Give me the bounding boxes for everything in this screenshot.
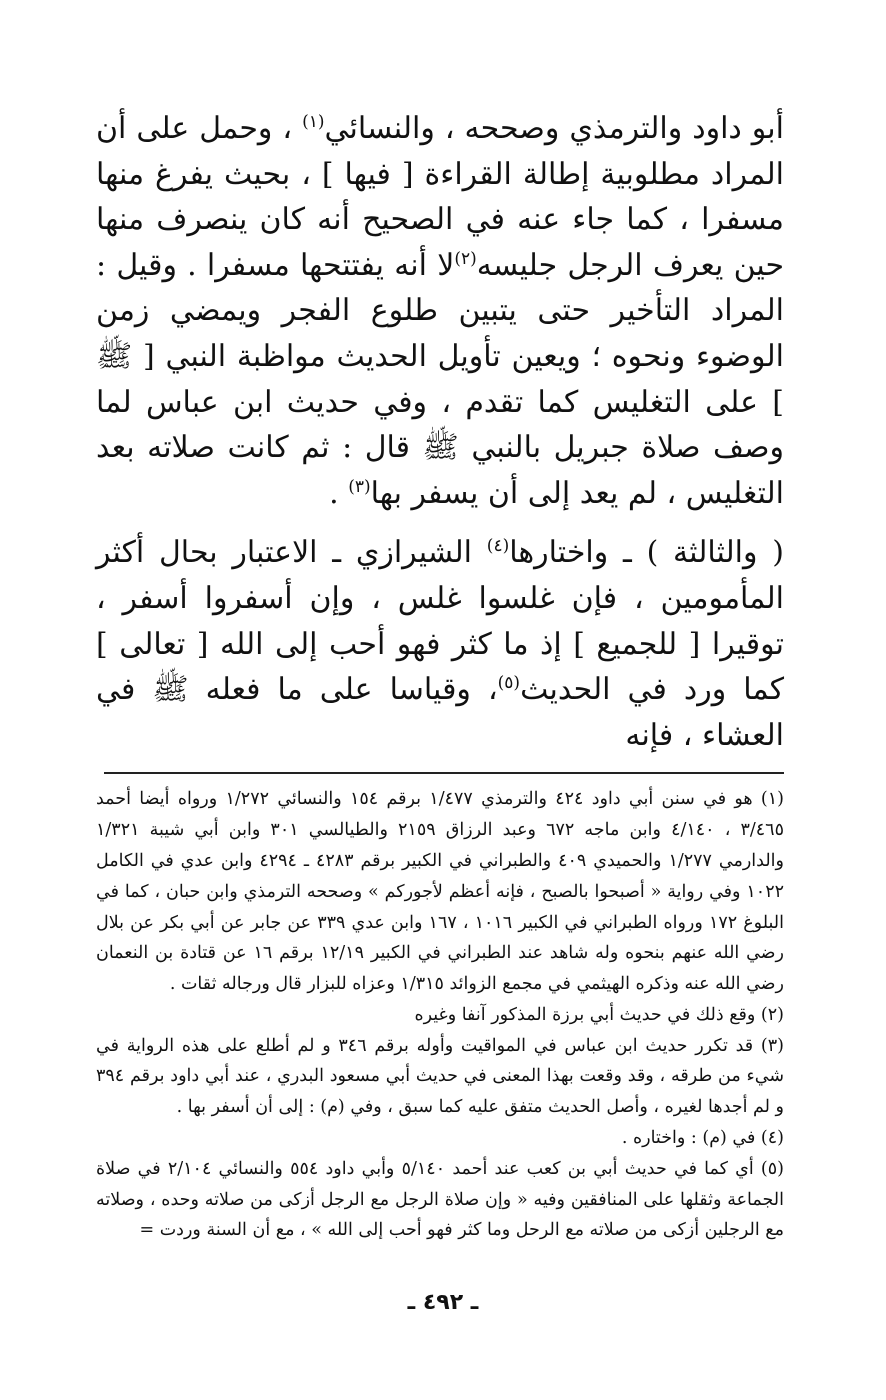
footnote-5: (٥) أي كما في حديث أبي بن كعب عند أحمد ٥/١٤٠ وأبي داود ٥٥٤ والنسائي ٢/١٠٤ في صلاة الجماعة وثقلها على المنافقين وفيه « وإن صلاة الرجل مع الرجل أزكى من صلاته وحده ، وصلاته مع الرجلين أزكى من صلاته مع الرحل وما كثر فهو أحب إلى الله » ، مع أن السنة وردت = (96, 1158, 784, 1241)
paragraph-1 (96, 106, 784, 516)
paragraph-2-text-a: ( والثالثة ) ـ واختارها (509, 535, 784, 571)
paragraph-2 (96, 530, 784, 758)
paragraph-2-text-c: ، وقياسا على ما فعله ﷺ في العشاء ، فإنه (96, 672, 784, 753)
main-text (96, 106, 784, 758)
footnote-3: (٣) قد تكرر حديث ابن عباس في المواقيت وأوله برقم ٣٤٦ و لم أطلع على هذه الرواية في شيء من طرقه ، وقد وقعت بهذا المعنى في حديث أبي مسعود البدري ، عند أبي داود برقم ٣٩٤ و لم أجدها لغيره ، وأصل الحديث متفق عليه كما سبق ، وفي (م) : إلى أن أسفر بها . (96, 1035, 784, 1118)
footnote-ref-1: (١) (302, 112, 325, 132)
footnotes (96, 784, 784, 1246)
footnote-ref-4: (٤) (486, 536, 510, 557)
paragraph-1-text-c: لا أنه يفتتحها مسفرا . وقيل : المراد التأخير حتى يتبين طلوع الفجر ويمضي زمن الوضوء ونحوه ؛ ويعين تأويل الحديث مواظبة النبي [ ﷺ ] على التغليس كما تقدم ، وفي حديث ابن عباس لما وصف صلاة جبريل بالنبي ﷺ قال : ثم كانت صلاته بعد التغليس ، لم يعد إلى أن يسفر بها (96, 247, 784, 511)
footnote-ref-2: (٢) (454, 248, 477, 269)
paragraph-1-text-b: ، وحمل على أن المراد مطلوبية إطالة القراءة [ فيها ] ، بحيث يفرغ منها مسفرا ، كما جاء عنه في الصحيح أنه كان ينصرف منها حين يعرف الرجل جليسه (96, 111, 784, 283)
paragraph-2-text-b: الشيرازي ـ الاعتبار بحال أكثر المأمومين ، فإن غلسوا غلس ، وإن أسفروا أسفر ، توقيرا [ للجميع ] إذ ما كثر فهو أحب إلى الله [ تعالى ] كما ورد في الحديث (96, 535, 784, 708)
footnote-1: (١) هو في سنن أبي داود ٤٢٤ والترمذي ١/٤٧٧ برقم ١٥٤ والنسائي ١/٢٧٢ ورواه أيضا أحمد ٣/٤٦٥ ، ٤/١٤٠ وابن ماجه ٦٧٢ وعبد الرزاق ٢١٥٩ والطيالسي ٣٠١ وابن أبي شيبة ١/٣٢١ والدارمي ١/٢٧٧ والحميدي ٤٠٩ والطبراني في الكبير برقم ٤٢٨٣ ـ ٤٢٩٤ وابن عدي في الكامل ١٠٢٢ وفي رواية « أصبحوا بالصبح ، فإنه أعظم لأجوركم » وصححه الترمذي وابن حبان ، كما في البلوغ ١٧٢ ورواه الطبراني في الكبير ١٠١٦ ، ١٦٧ وابن عدي ٣٣٩ عن جابر عن أبي بكر عن بلال رضي الله عنهم بنحوه وله شاهد عند الطبراني في الكبير ١٢/١٩ برقم ١٦ عن قتادة بن النعمان رضي الله عنه وذكره الهيثمي في مجمع الزوائد ١/٣١٥ وعزاه للبزار قال ورجاله ثقات . (96, 789, 784, 995)
footnote-4: (٤) في (م) : واختاره . (621, 1128, 784, 1149)
page-number: ـ ٤٩٢ ـ (407, 1290, 479, 1315)
footnote-divider (104, 772, 784, 774)
footnote-2: (٢) وقع ذلك في حديث أبي برزة المذكور آنفا وغيره (414, 1004, 784, 1025)
paragraph-spacer (96, 516, 784, 530)
paragraph-1-text-a: أبو داود والترمذي وصححه ، والنسائي (324, 111, 784, 146)
paragraph-1-text-d: . (329, 475, 339, 511)
footnote-ref-5: (٥) (497, 673, 521, 694)
footnote-ref-3: (٣) (348, 476, 371, 497)
